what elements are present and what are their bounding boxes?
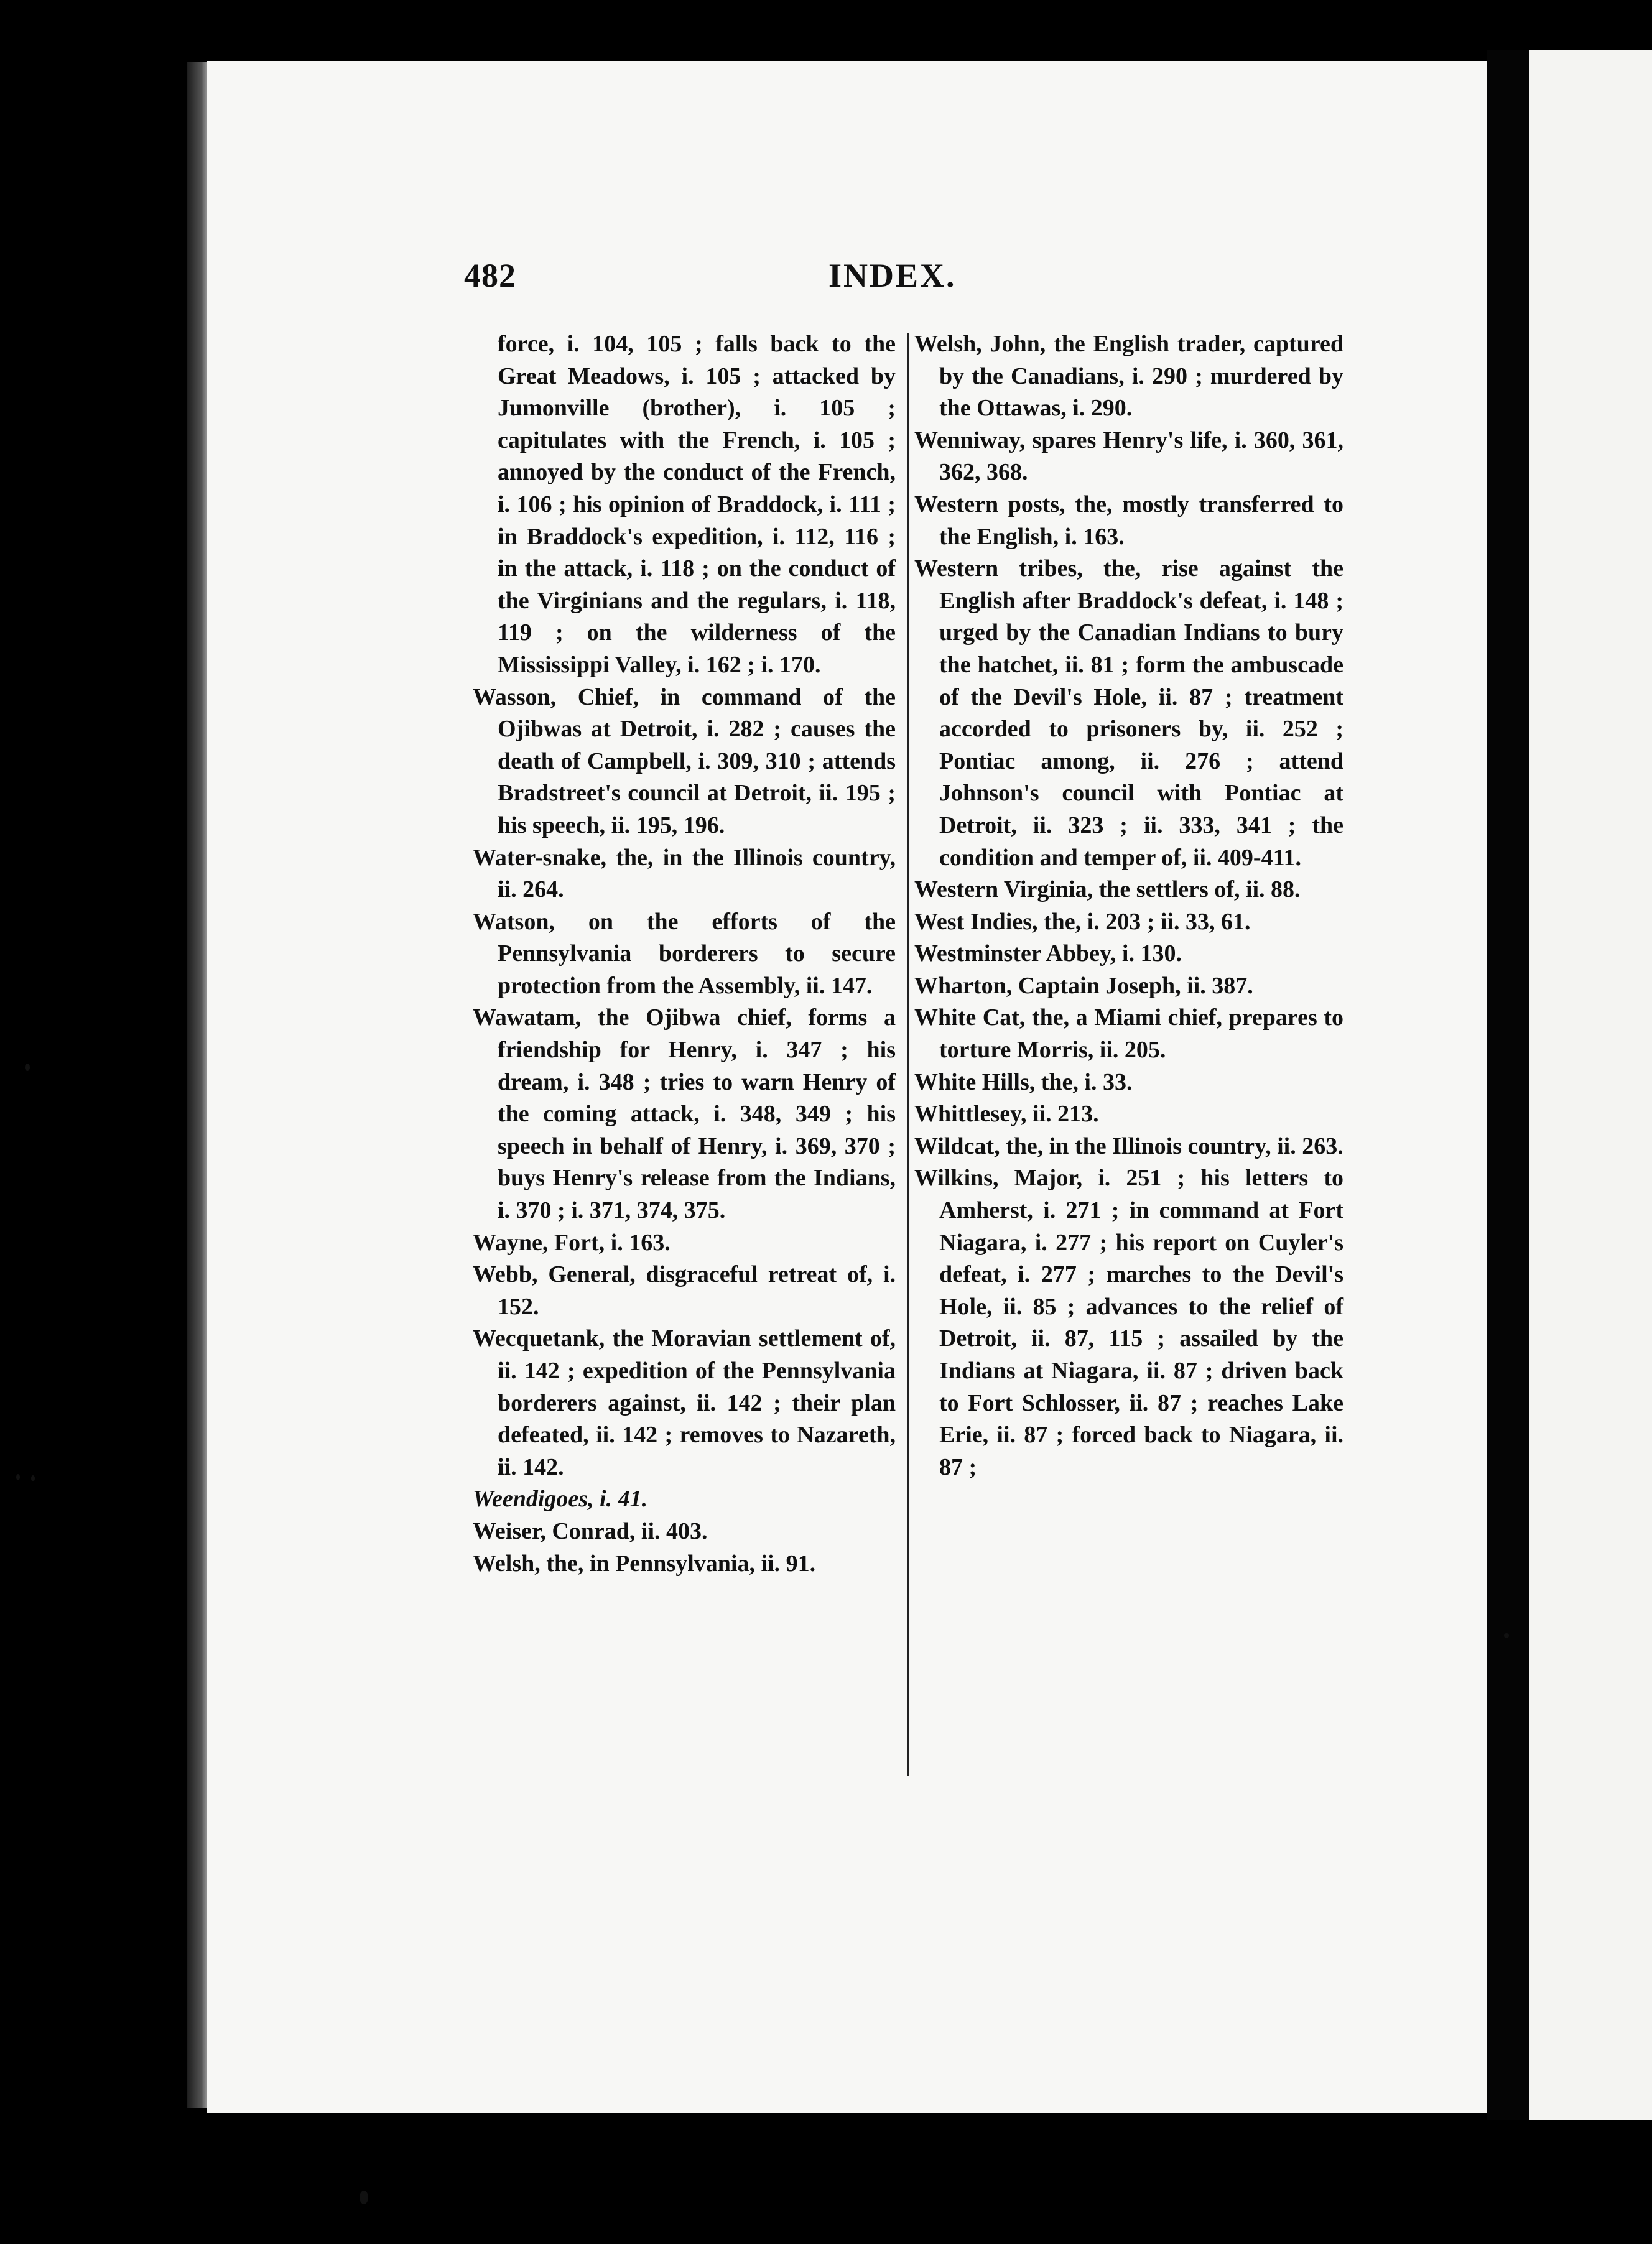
scan-speck bbox=[25, 1064, 30, 1071]
index-entry: force, i. 104, 105 ; falls back to the Great Meadows, i. 105 ; attacked by Jumonville (brother), i. 105 ; capitulates with the French, i. 105 ; annoyed by the conduct of the French, i. 106 ; his opinion of Braddock, i. 111 ; in Braddock's expedition, i. 112, 116 ; in the attack, i. 118 ; on the conduct of the Virginians and the regulars, i. 118, 119 ; on the wilderness of the Mississippi Valley, i. 162 ; i. 170. bbox=[498, 331, 896, 678]
scan-speck bbox=[360, 2191, 368, 2204]
running-head: INDEX. bbox=[828, 257, 957, 294]
scan-speck bbox=[31, 1475, 35, 1481]
index-entry: Welsh, John, the English trader, captured by the Canadians, i. 290 ; murdered by the Ottawas, i. 290. bbox=[914, 331, 1343, 422]
index-entry: Water-snake, the, in the Illinois country, ii. 264. bbox=[473, 844, 896, 903]
index-entry-heading: Weendigoes, i. 41. bbox=[473, 1486, 648, 1513]
index-entry: Wawatam, the Ojibwa chief, forms a friendship for Henry, i. 347 ; his dream, i. 348 ; tries to warn Henry of the coming attack, i. 348, 349 ; his speech in behalf of Henry, i. 369, 370 ; buys Henry's release from the Indians, i. 370 ; i. 371, 374, 375. bbox=[473, 1004, 896, 1224]
index-column-right bbox=[914, 328, 1343, 1483]
index-entry: Westminster Abbey, i. 130. bbox=[914, 940, 1182, 967]
index-entry: Western posts, the, mostly transferred to the English, i. 163. bbox=[914, 491, 1343, 550]
index-entry: Webb, General, disgraceful retreat of, i. 152. bbox=[473, 1261, 896, 1320]
index-entry: Wecquetank, the Moravian settlement of, ii. 142 ; expedition of the Pennsylvania borderers against, ii. 142 ; their plan defeated, ii. 142 ; removes to Nazareth, ii. 142. bbox=[473, 1325, 896, 1480]
scan-speck bbox=[16, 1474, 20, 1480]
index-entry: Weiser, Conrad, ii. 403. bbox=[473, 1518, 708, 1544]
index-entry bbox=[473, 1483, 896, 1516]
index-entry: West Indies, the, i. 203 ; ii. 33, 61. bbox=[914, 908, 1251, 935]
index-entry: White Cat, the, a Miami chief, prepares to torture Morris, ii. 205. bbox=[914, 1004, 1343, 1064]
index-entry: Wilkins, Major, i. 251 ; his letters to Amherst, i. 271 ; in command at Fort Niagara, i. 277 ; his report on Cuyler's defeat, i. 277 ; marches to the Devil's Hole, ii. 85 ; advances to the relief of Detroit, ii. 87, 115 ; assailed by the Indians at Niagara, ii. 87 ; driven back to Fort Schlosser, ii. 87 ; reaches Lake Erie, ii. 87 ; forced back to Niagara, ii. 87 ; bbox=[914, 1165, 1343, 1480]
page-number: 482 bbox=[464, 257, 516, 294]
index-entry: Watson, on the efforts of the Pennsylvania borderers to secure protection from the Assembly, ii. 147. bbox=[473, 908, 896, 999]
index-entry: Western Virginia, the settlers of, ii. 88. bbox=[914, 876, 1301, 903]
index-entry: Wasson, Chief, in command of the Ojibwas at Detroit, i. 282 ; causes the death of Campbell, i. 309, 310 ; attends Bradstreet's council at Detroit, ii. 195 ; his speech, ii. 195, 196. bbox=[473, 684, 896, 838]
index-entry: Western tribes, the, rise against the English after Braddock's defeat, i. 148 ; urged by the Canadian Indians to bury the hatchet, ii. 81 ; form the ambuscade of the Devil's Hole, ii. 87 ; treatment accorded to prisoners by, ii. 252 ; Pontiac among, ii. 276 ; attend Johnson's council with Pontiac at Detroit, ii. 323 ; ii. 333, 341 ; the condition and temper of, ii. 409-411. bbox=[914, 555, 1343, 871]
index-entry: Whittlesey, ii. 213. bbox=[914, 1101, 1099, 1128]
index-entry: Welsh, the, in Pennsylvania, ii. 91. bbox=[473, 1550, 816, 1577]
index-entry: Wenniway, spares Henry's life, i. 360, 361, 362, 368. bbox=[914, 427, 1343, 486]
index-column-left bbox=[473, 328, 896, 1580]
index-entry: Wayne, Fort, i. 163. bbox=[473, 1229, 671, 1256]
page-gutter bbox=[1487, 50, 1529, 2120]
index-entry: Wharton, Captain Joseph, ii. 387. bbox=[914, 972, 1253, 999]
index-entry: White Hills, the, i. 33. bbox=[914, 1069, 1133, 1095]
scan-speck bbox=[1504, 1633, 1509, 1638]
index-entry: Wildcat, the, in the Illinois country, ii. 263. bbox=[914, 1133, 1343, 1159]
facing-page-edge bbox=[1529, 50, 1652, 2120]
column-divider bbox=[907, 333, 909, 1776]
